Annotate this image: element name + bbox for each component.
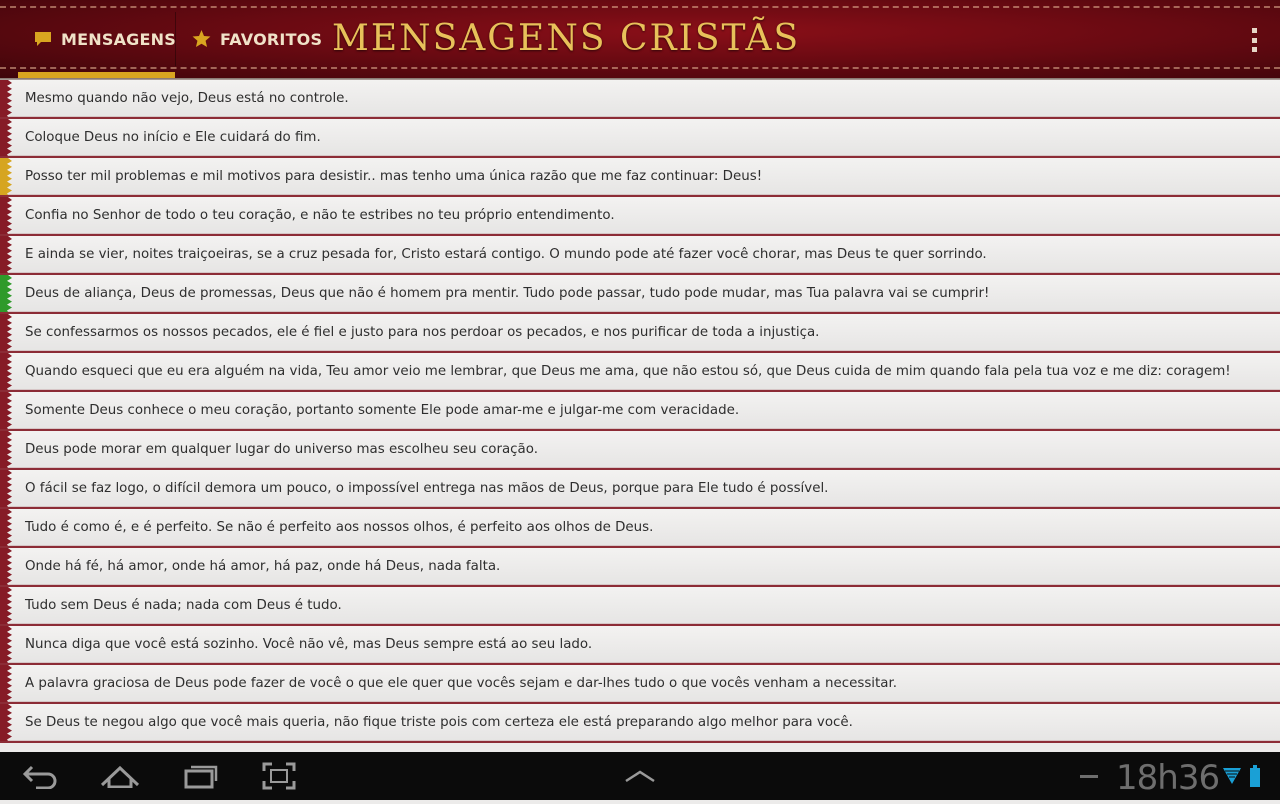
message-text: Nunca diga que você está sozinho. Você não vê, mas Deus sempre está ao seu lado. — [25, 637, 593, 652]
list-item[interactable] — [0, 665, 1280, 704]
notification-dash-icon[interactable] — [1078, 760, 1100, 792]
tag-ribbon — [0, 665, 12, 702]
message-text: Tudo é como é, e é perfeito. Se não é perfeito aos nossos olhos, é perfeito aos olhos de Deus. — [25, 520, 654, 535]
list-item[interactable] — [0, 353, 1280, 392]
list-item[interactable] — [0, 587, 1280, 626]
tab-divider — [175, 12, 176, 66]
list-item[interactable] — [0, 431, 1280, 470]
tag-ribbon — [0, 587, 12, 624]
list-item[interactable] — [0, 119, 1280, 158]
list-item[interactable] — [0, 275, 1280, 314]
message-list[interactable] — [0, 80, 1280, 752]
app-title: MENSAGENS CRISTÃS — [332, 18, 801, 59]
system-navigation-bar — [0, 752, 1280, 800]
tag-ribbon — [0, 119, 12, 156]
list-item[interactable] — [0, 80, 1280, 119]
message-text: Deus de aliança, Deus de promessas, Deus que não é homem pra mentir. Tudo pode passar, tudo pode mudar, mas Tua palavra vai se cumprir! — [25, 286, 990, 301]
message-text: O fácil se faz logo, o difícil demora um pouco, o impossível entrega nas mãos de Deus, porque para Ele tudo é possível. — [25, 481, 829, 496]
list-item[interactable] — [0, 626, 1280, 665]
tag-ribbon — [0, 548, 12, 585]
list-item[interactable] — [0, 314, 1280, 353]
home-icon[interactable] — [98, 760, 142, 792]
message-text: Quando esqueci que eu era alguém na vida, Teu amor veio me lembrar, que Deus me ama, que não estou só, que Deus cuida de mim quando fala pela tua voz e me diz: coragem! — [25, 364, 1231, 379]
message-text: Deus pode morar em qualquer lugar do universo mas escolheu seu coração. — [25, 442, 538, 457]
screenshot-icon[interactable] — [260, 760, 298, 792]
list-item[interactable] — [0, 704, 1280, 743]
action-bar — [0, 0, 1280, 78]
tag-ribbon — [0, 392, 12, 429]
message-text: A palavra graciosa de Deus pode fazer de você o que ele quer que vocês sejam e dar-lhes tudo o que vocês venham a necessitar. — [25, 676, 897, 691]
star-icon — [192, 30, 211, 48]
message-text: Coloque Deus no início e Ele cuidará do fim. — [25, 130, 321, 145]
message-text: Mesmo quando não vejo, Deus está no controle. — [25, 91, 349, 106]
list-item[interactable] — [0, 236, 1280, 275]
tag-ribbon — [0, 275, 12, 312]
list-item[interactable] — [0, 470, 1280, 509]
message-text: Se confessarmos os nossos pecados, ele é fiel e justo para nos perdoar os pecados, e nos purificar de toda a injustiça. — [25, 325, 820, 340]
overflow-menu-icon[interactable] — [1250, 28, 1258, 52]
menu-up-icon[interactable] — [622, 760, 658, 792]
tab-favoritos-label: FAVORITOS — [220, 29, 323, 49]
message-text: E ainda se vier, noites traiçoeiras, se a cruz pesada for, Cristo estará contigo. O mundo pode até fazer você chorar, mas Deus te quer sorrindo. — [25, 247, 987, 262]
tag-ribbon — [0, 236, 12, 273]
list-item[interactable] — [0, 509, 1280, 548]
recent-apps-icon[interactable] — [182, 760, 220, 792]
list-item[interactable] — [0, 197, 1280, 236]
tab-favoritos[interactable] — [192, 0, 322, 78]
tag-ribbon — [0, 353, 12, 390]
tag-ribbon — [0, 197, 12, 234]
tag-ribbon — [0, 509, 12, 546]
clock[interactable]: 18h36 — [1116, 758, 1220, 798]
tag-ribbon — [0, 626, 12, 663]
message-text: Onde há fé, há amor, onde há amor, há paz, onde há Deus, nada falta. — [25, 559, 501, 574]
tag-ribbon — [0, 704, 12, 741]
tab-mensagens-label: MENSAGENS — [61, 29, 176, 49]
message-text: Tudo sem Deus é nada; nada com Deus é tudo. — [25, 598, 342, 613]
message-text: Posso ter mil problemas e mil motivos para desistir.. mas tenho uma única razão que me faz continuar: Deus! — [25, 169, 763, 184]
message-text: Somente Deus conhece o meu coração, portanto somente Ele pode amar-me e julgar-me com veracidade. — [25, 403, 740, 418]
list-item[interactable] — [0, 548, 1280, 587]
tag-ribbon — [0, 158, 12, 195]
wifi-icon — [1222, 760, 1242, 792]
tab-mensagens[interactable] — [18, 0, 175, 78]
speech-bubble-icon — [34, 30, 52, 48]
list-item[interactable] — [0, 392, 1280, 431]
tag-ribbon — [0, 80, 12, 117]
list-item[interactable] — [0, 158, 1280, 197]
tag-ribbon — [0, 431, 12, 468]
tag-ribbon — [0, 470, 12, 507]
tag-ribbon — [0, 314, 12, 351]
back-icon[interactable] — [20, 760, 60, 792]
message-text: Confia no Senhor de todo o teu coração, e não te estribes no teu próprio entendimento. — [25, 208, 615, 223]
battery-icon — [1246, 760, 1264, 792]
message-text: Se Deus te negou algo que você mais queria, não fique triste pois com certeza ele está preparando algo melhor para você. — [25, 715, 853, 730]
